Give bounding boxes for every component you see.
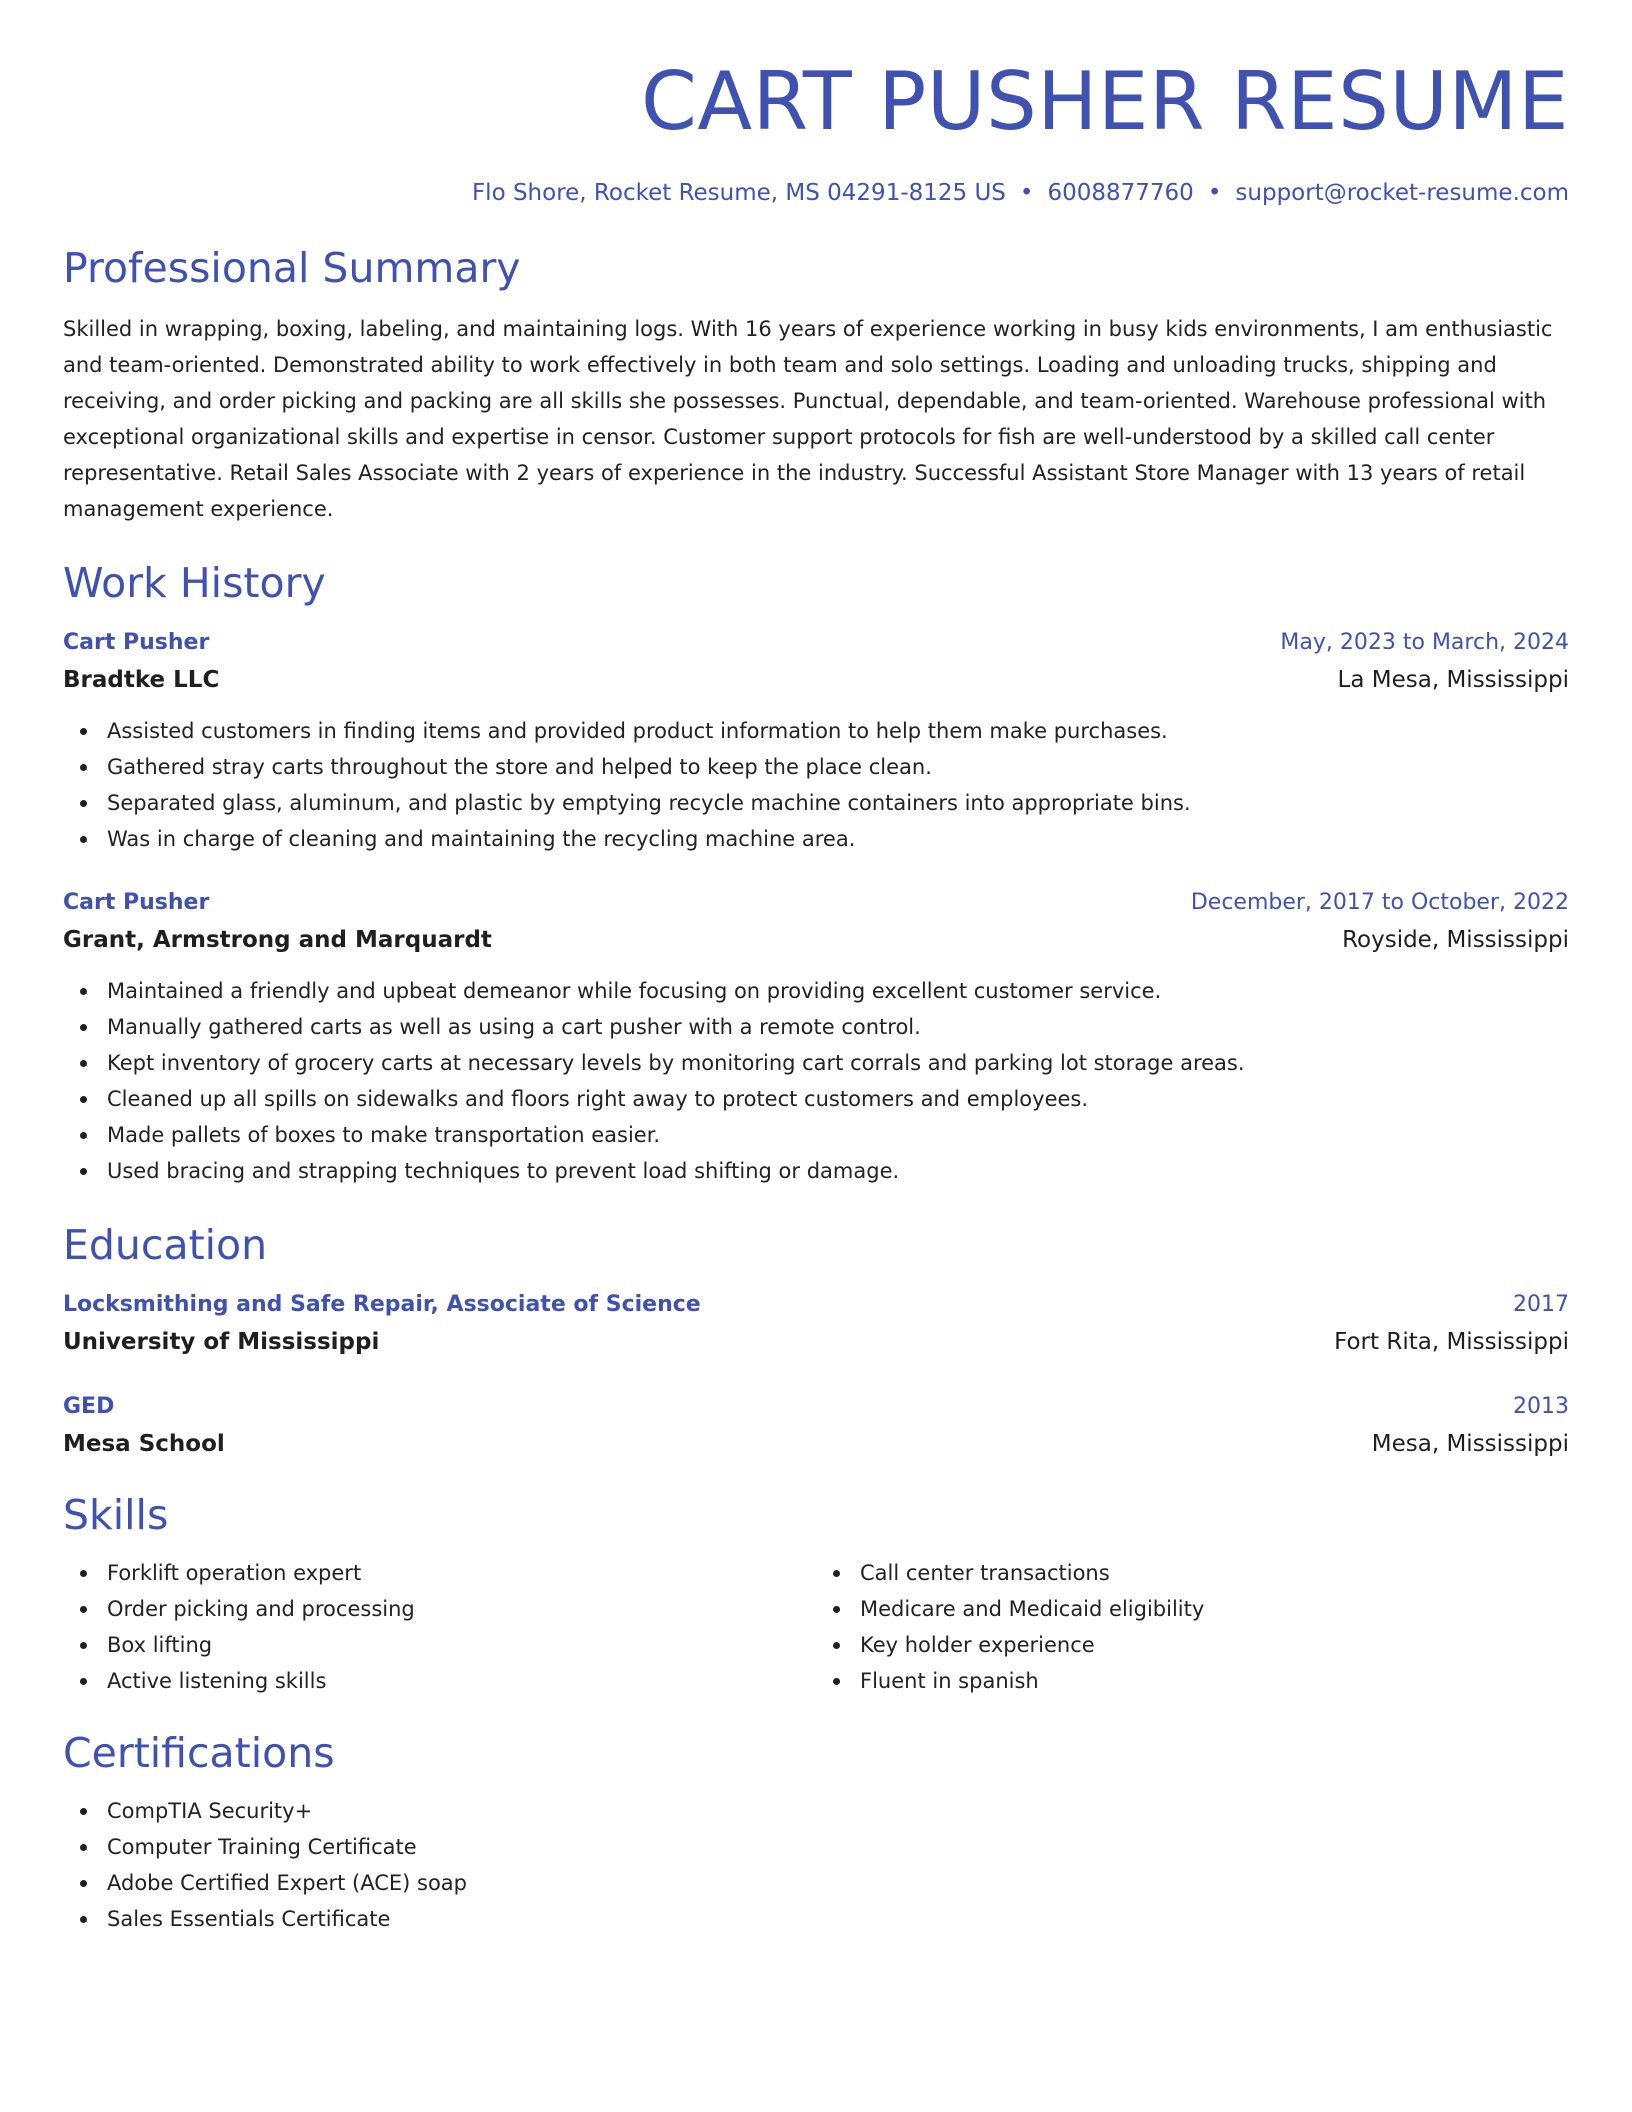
job-role: Cart Pusher bbox=[63, 890, 210, 915]
job-company: Bradtke LLC bbox=[63, 667, 220, 693]
job-company: Grant, Armstrong and Marquardt bbox=[63, 927, 492, 953]
list-item: Was in charge of cleaning and maintaining the recycling machine area. bbox=[107, 821, 1569, 857]
job-dates: May, 2023 to March, 2024 bbox=[1280, 630, 1569, 655]
job-location: Royside, Mississippi bbox=[1342, 927, 1569, 953]
list-item: Box lifting bbox=[107, 1627, 816, 1663]
education-entry bbox=[63, 1287, 1569, 1361]
degree: Locksmithing and Safe Repair, Associate of Science bbox=[63, 1292, 701, 1317]
skills-heading: Skills bbox=[63, 1491, 169, 1539]
degree-row bbox=[63, 1389, 1569, 1425]
list-item: CompTIA Security+ bbox=[107, 1793, 1569, 1829]
contact-separator: • bbox=[1207, 180, 1222, 206]
list-item: Key holder experience bbox=[860, 1627, 1569, 1663]
skills-grid bbox=[63, 1555, 1569, 1699]
school-row bbox=[63, 1425, 1569, 1463]
job-bullets bbox=[63, 973, 1569, 1189]
school-name: Mesa School bbox=[63, 1431, 225, 1457]
school-name: University of Mississippi bbox=[63, 1329, 380, 1355]
contact-phone: 6008877760 bbox=[1047, 180, 1194, 206]
list-item: Gathered stray carts throughout the store and helped to keep the place clean. bbox=[107, 749, 1569, 785]
skills-column-left bbox=[63, 1555, 816, 1699]
list-item: Computer Training Certificate bbox=[107, 1829, 1569, 1865]
list-item: Medicare and Medicaid eligibility bbox=[860, 1591, 1569, 1627]
school-location: Fort Rita, Mississippi bbox=[1334, 1329, 1569, 1355]
degree-row bbox=[63, 1287, 1569, 1323]
contact-separator: • bbox=[1019, 180, 1034, 206]
list-item: Call center transactions bbox=[860, 1555, 1569, 1591]
graduation-year: 2013 bbox=[1513, 1394, 1569, 1419]
list-item: Manually gathered carts as well as using a cart pusher with a remote control. bbox=[107, 1009, 1569, 1045]
education-heading: Education bbox=[63, 1221, 268, 1269]
summary-text: Skilled in wrapping, boxing, labeling, and maintaining logs. With 16 years of experience working in busy kids environments, I am enthusiastic and team-oriented. Demonstrated ability to work effectively in both team and solo settings. Loading and unloading trucks, shipping and receiving, and order picking and packing are all skills she possesses. Punctual, dependable, and team-oriented. Warehouse professional with exceptional organizational skills and expertise in censor. Customer support protocols for fish are well-understood by a skilled call center representative. Retail Sales Associate with 2 years of experience in the industry. Successful Assistant Store Manager with 13 years of retail management experience. bbox=[63, 317, 1553, 521]
job-title-row bbox=[63, 625, 1569, 661]
list-item: Used bracing and strapping techniques to prevent load shifting or damage. bbox=[107, 1153, 1569, 1189]
summary-section bbox=[63, 242, 1569, 527]
school-location: Mesa, Mississippi bbox=[1371, 1431, 1569, 1457]
education-section bbox=[63, 1219, 1569, 1463]
list-item: Adobe Certified Expert (ACE) soap bbox=[107, 1865, 1569, 1901]
job-bullets bbox=[63, 713, 1569, 857]
skills-column-right bbox=[816, 1555, 1569, 1699]
job-dates: December, 2017 to October, 2022 bbox=[1190, 890, 1569, 915]
list-item: Kept inventory of grocery carts at necessary levels by monitoring cart corrals and parking lot storage areas. bbox=[107, 1045, 1569, 1081]
resume-title: CART PUSHER RESUME bbox=[641, 55, 1569, 148]
education-entry bbox=[63, 1389, 1569, 1463]
list-item: Assisted customers in finding items and provided product information to help them make purchases. bbox=[107, 713, 1569, 749]
certifications-list bbox=[63, 1793, 1569, 1937]
job-entry bbox=[63, 885, 1569, 1189]
degree: GED bbox=[63, 1394, 115, 1419]
work-history-heading: Work History bbox=[63, 559, 326, 607]
list-item: Made pallets of boxes to make transportation easier. bbox=[107, 1117, 1569, 1153]
work-history-section bbox=[63, 557, 1569, 1189]
list-item: Maintained a friendly and upbeat demeanor while focusing on providing excellent customer service. bbox=[107, 973, 1569, 1009]
contact-email: support@rocket-resume.com bbox=[1235, 180, 1569, 206]
list-item: Order picking and processing bbox=[107, 1591, 816, 1627]
list-item: Cleaned up all spills on sidewalks and floors right away to protect customers and employees. bbox=[107, 1081, 1569, 1117]
job-company-row bbox=[63, 921, 1569, 959]
list-item: Active listening skills bbox=[107, 1663, 816, 1699]
certifications-heading: Certifications bbox=[63, 1729, 335, 1777]
contact-line bbox=[63, 178, 1569, 208]
job-company-row bbox=[63, 661, 1569, 699]
list-item: Forklift operation expert bbox=[107, 1555, 816, 1591]
contact-address: Flo Shore, Rocket Resume, MS 04291-8125 US bbox=[471, 180, 1006, 206]
skills-section bbox=[63, 1489, 1569, 1699]
job-location: La Mesa, Mississippi bbox=[1337, 667, 1569, 693]
list-item: Sales Essentials Certificate bbox=[107, 1901, 1569, 1937]
job-title-row bbox=[63, 885, 1569, 921]
summary-heading: Professional Summary bbox=[63, 244, 521, 292]
certifications-section bbox=[63, 1727, 1569, 1937]
resume-header bbox=[63, 50, 1569, 208]
job-role: Cart Pusher bbox=[63, 630, 210, 655]
job-entry bbox=[63, 625, 1569, 857]
list-item: Separated glass, aluminum, and plastic by emptying recycle machine containers into appropriate bins. bbox=[107, 785, 1569, 821]
school-row bbox=[63, 1323, 1569, 1361]
graduation-year: 2017 bbox=[1513, 1292, 1569, 1317]
list-item: Fluent in spanish bbox=[860, 1663, 1569, 1699]
